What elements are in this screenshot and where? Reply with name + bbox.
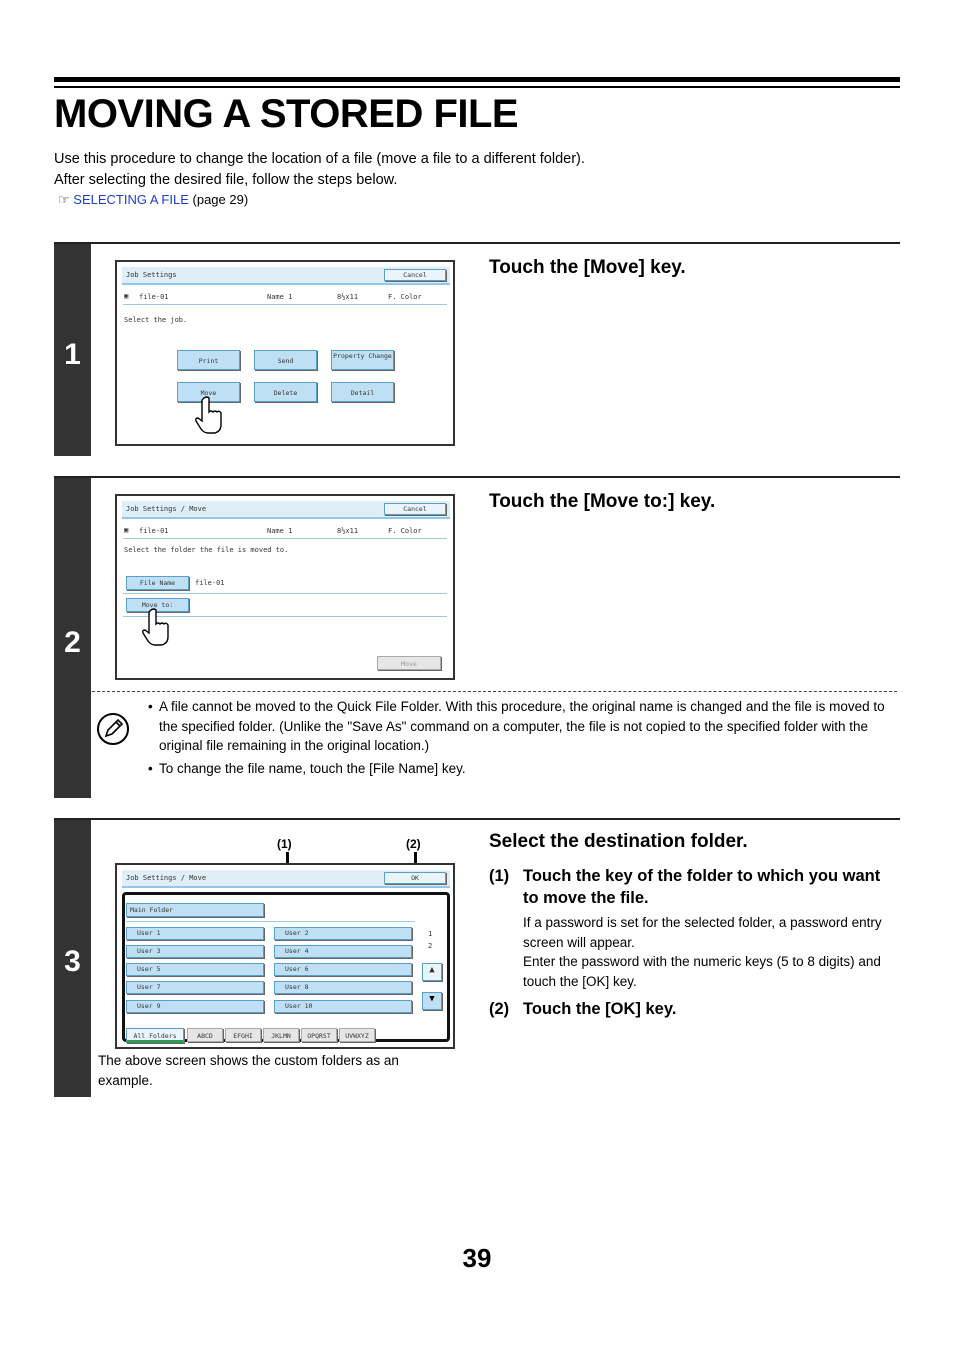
folder-user-10[interactable]: User 10 (274, 1000, 412, 1013)
document-icon: ▣ (124, 292, 129, 300)
move-to-button[interactable]: Move to: (126, 598, 189, 612)
send-button[interactable]: Send (254, 350, 317, 370)
reference-hand-icon: ☞ (58, 192, 70, 207)
tab-efghi[interactable]: EFGHI (225, 1028, 261, 1042)
page-current: 1 (428, 930, 433, 938)
page-title: MOVING A STORED FILE (54, 92, 519, 136)
tab-opqrst[interactable]: OPQRST (301, 1028, 337, 1042)
sub-step-1-body-1: If a password is set for the selected folder, a password entry screen will appear. (523, 915, 882, 950)
pointing-hand-icon (142, 608, 176, 646)
file-name-button[interactable]: File Name (126, 576, 189, 590)
pointing-hand-icon (195, 396, 229, 434)
intro-line-2: After selecting the desired file, follow the steps below. (54, 172, 398, 188)
step-3-heading: Select the destination folder. (489, 831, 748, 852)
folder-user-7[interactable]: User 7 (126, 981, 264, 994)
callout-2-label: (2) (406, 837, 421, 851)
cancel-button[interactable]: Cancel (384, 269, 446, 281)
scroll-up-arrow-icon[interactable]: ▲ (422, 963, 442, 981)
prompt-text: Select the folder the file is moved to. (124, 546, 289, 554)
step-3 (54, 818, 900, 1097)
note-item: • To change the file name, touch the [File Name] key. (148, 759, 893, 779)
intro-text (54, 149, 585, 191)
screen-title: Job Settings / Move (126, 505, 207, 513)
cancel-button[interactable]: Cancel (384, 503, 446, 515)
reference (58, 192, 248, 208)
screen-caption: The above screen shows the custom folders as an example. (98, 1053, 399, 1088)
user-name: Name 1 (267, 527, 293, 535)
divider (123, 304, 447, 305)
page-total: 2 (428, 942, 433, 950)
intro-line-1: Use this procedure to change the location of a file (move a file to a different folder). (54, 151, 585, 167)
folder-user-5[interactable]: User 5 (126, 963, 264, 976)
step-1-screen (115, 260, 455, 446)
move-confirm-button[interactable]: Move (377, 656, 441, 670)
step-1-heading: Touch the [Move] key. (489, 257, 686, 278)
title-rule-thin (54, 86, 900, 88)
sub-step-1-number: (1) (489, 867, 510, 885)
title-rule-thick (54, 77, 900, 82)
color-mode: F. Color (388, 527, 422, 535)
reference-page: (page 29) (192, 192, 249, 207)
step-1 (54, 242, 900, 456)
step-2-notes (148, 697, 893, 778)
divider (123, 593, 447, 594)
property-change-button[interactable]: Property Change (331, 350, 394, 370)
tab-abcd[interactable]: ABCD (187, 1028, 223, 1042)
folder-user-3[interactable]: User 3 (126, 945, 264, 958)
note-item: • A file cannot be moved to the Quick File Folder. With this procedure, the original name is changed and the file is moved to the specified folder. (Unlike the "Save As" command on a computer, the file is not copied to the specified folder with the original file remaining in the original location.) (148, 697, 893, 756)
folder-user-4[interactable]: User 4 (274, 945, 412, 958)
step-3-number: 3 (64, 945, 81, 978)
screen-header (122, 870, 450, 888)
screen-title: Job Settings / Move (126, 874, 207, 882)
folder-user-9[interactable]: User 9 (126, 1000, 264, 1013)
user-name: Name 1 (267, 293, 293, 301)
screen-header (122, 267, 450, 285)
ok-button[interactable]: OK (384, 872, 446, 884)
note-separator (92, 691, 897, 692)
paper-size: 8½x11 (337, 527, 359, 535)
tab-all-folders[interactable]: All Folders (126, 1028, 184, 1043)
step-1-number: 1 (64, 338, 81, 371)
file-name: file-01 (139, 527, 169, 535)
step-3-number-bar (54, 820, 91, 1097)
sub-step-2-title: Touch the [OK] key. (523, 1000, 677, 1018)
page-number: 39 (462, 1243, 492, 1273)
sub-step-1-body-2: Enter the password with the numeric keys (5 to 8 digits) and touch the [OK] key. (523, 954, 881, 989)
note-pencil-icon (96, 712, 130, 746)
prompt-text: Select the job. (124, 316, 188, 324)
tab-uvwxyz[interactable]: UVWXYZ (339, 1028, 375, 1042)
document-icon: ▣ (124, 526, 129, 534)
callout-1-label: (1) (277, 837, 292, 851)
screen-header (122, 501, 450, 519)
file-name: file-01 (139, 293, 169, 301)
step-1-number-bar (54, 244, 91, 456)
paper-size: 8½x11 (337, 293, 359, 301)
step-2-number: 2 (64, 626, 81, 659)
screen-title: Job Settings (126, 271, 177, 279)
folder-user-6[interactable]: User 6 (274, 963, 412, 976)
tab-jklmn[interactable]: JKLMN (263, 1028, 299, 1042)
step-2-heading: Touch the [Move to:] key. (489, 491, 716, 512)
step-2-number-bar (54, 478, 91, 798)
folder-user-2[interactable]: User 2 (274, 927, 412, 940)
divider (126, 921, 415, 922)
move-button[interactable]: Move (177, 382, 240, 402)
sub-step-1-title: Touch the key of the folder to which you want to move the file. (523, 867, 881, 907)
file-name-value: file-01 (195, 579, 225, 587)
print-button[interactable]: Print (177, 350, 240, 370)
scroll-down-arrow-icon[interactable]: ▼ (422, 992, 442, 1010)
sub-step-2-number: (2) (489, 1000, 510, 1018)
reference-link[interactable]: SELECTING A FILE (73, 192, 189, 207)
step-2-screen (115, 494, 455, 680)
folder-user-8[interactable]: User 8 (274, 981, 412, 994)
color-mode: F. Color (388, 293, 422, 301)
main-folder-button[interactable]: Main Folder (126, 903, 264, 917)
step-3-screen (115, 863, 455, 1049)
detail-button[interactable]: Detail (331, 382, 394, 402)
delete-button[interactable]: Delete (254, 382, 317, 402)
divider (123, 538, 447, 539)
folder-user-1[interactable]: User 1 (126, 927, 264, 940)
